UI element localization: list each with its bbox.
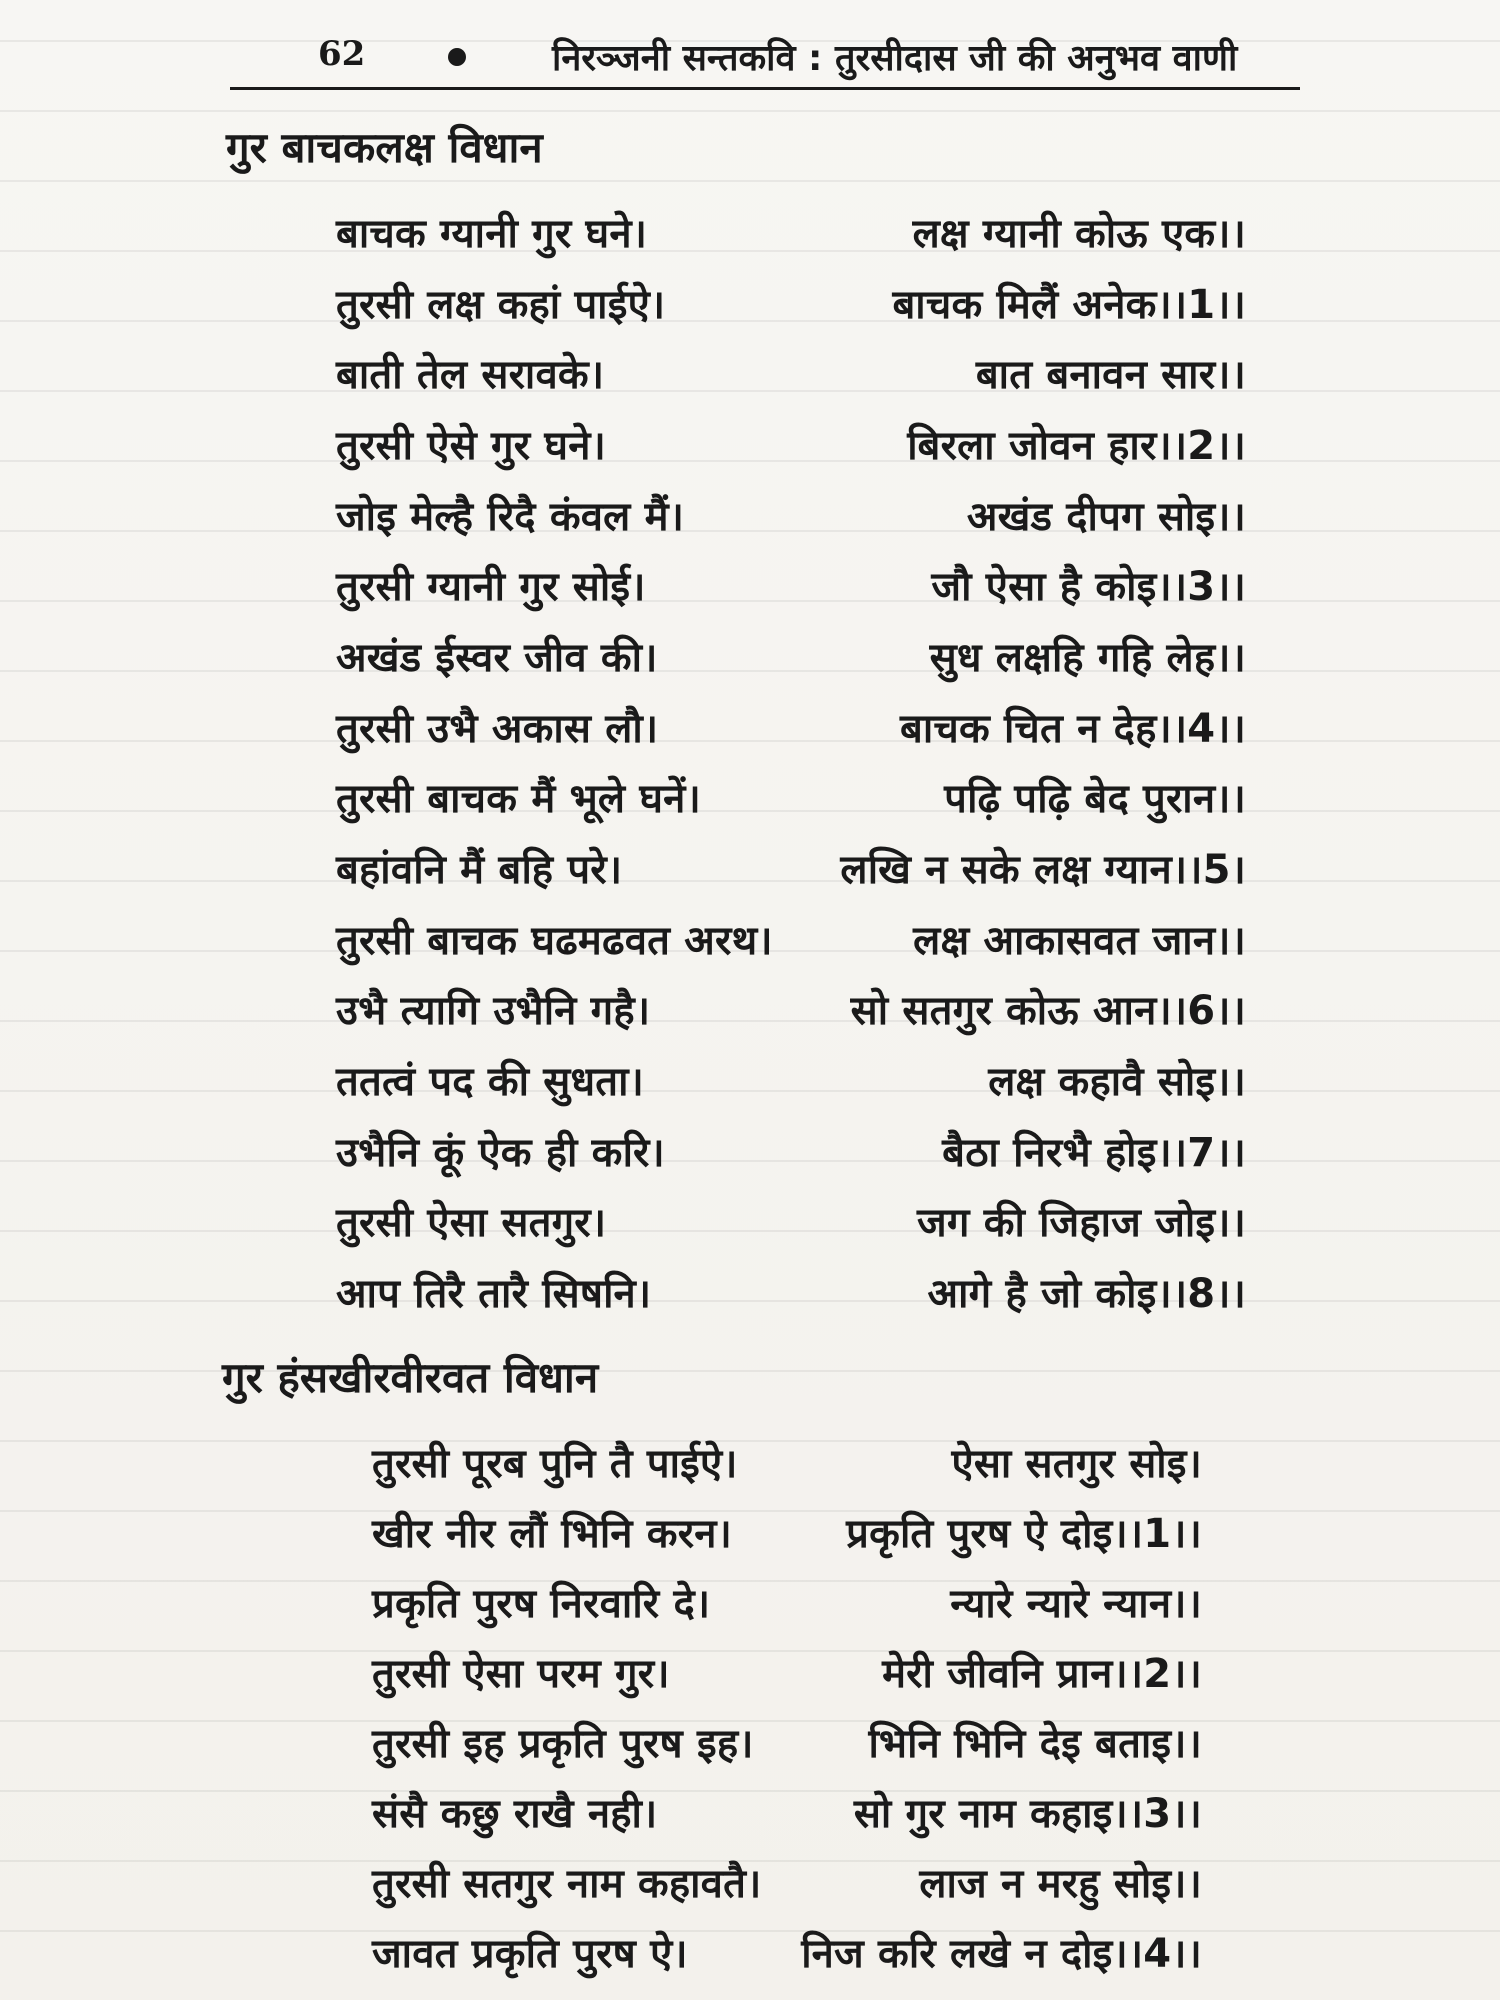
verse-line-left: उभै त्यागि उभैनि गहै। [336, 988, 651, 1035]
verse-line-right: लखि न सके लक्ष ग्यान।।5। [840, 847, 1246, 894]
verse-line-left: संसै कछु राखै नही। [372, 1790, 658, 1837]
verse-line-right: लक्ष आकासवत जान।। [913, 917, 1246, 964]
verse-block-baachak-laksh [336, 196, 1246, 1327]
verse-line [336, 337, 1246, 408]
verse-line [336, 479, 1246, 550]
verse-line-right: सो गुर नाम कहाइ।।3।। [853, 1790, 1202, 1837]
verse-line-right: लक्ष कहावै सोइ।। [988, 1059, 1246, 1106]
section-title: गुर बाचकलक्ष विधान [226, 123, 543, 172]
verse-line-left: तुरसी लक्ष कहां पाईऐ। [336, 281, 666, 328]
verse-block-hans-kheer-neer [372, 1426, 1202, 1986]
verse-line [336, 1186, 1246, 1257]
verse-line-left: तुरसी ग्यानी गुर सोई। [336, 564, 646, 611]
verse-line-right: बाचक चित न देह।।4।। [899, 705, 1246, 752]
verse-line [336, 974, 1246, 1045]
verse-line [336, 1115, 1246, 1186]
verse-line-right: सो सतगुर कोऊ आन।।6।। [850, 988, 1246, 1035]
verse-line-left: तुरसी सतगुर नाम कहावतै। [372, 1860, 762, 1907]
verse-line-right: भिनि भिनि देइ बताइ।। [868, 1720, 1202, 1767]
verse-line [372, 1496, 1202, 1566]
verse-line-right: बाचक मिलैं अनेक।।1।। [892, 281, 1246, 328]
verse-line [372, 1426, 1202, 1496]
verse-line-left: अखंड ईस्वर जीव की। [336, 634, 658, 681]
verse-line [372, 1566, 1202, 1636]
header-bullet [448, 48, 466, 66]
verse-line-right: अखंड दीपग सोइ।। [966, 493, 1246, 540]
verse-line-left: बाती तेल सरावके। [336, 352, 605, 399]
verse-line [336, 832, 1246, 903]
verse-line-right: लक्ष ग्यानी कोऊ एक।। [912, 210, 1246, 257]
section-title: गुर हंसखीरवीरवत विधान [222, 1353, 599, 1402]
page-header [230, 30, 1300, 90]
verse-line [336, 1256, 1246, 1327]
verse-line-right: बिरला जोवन हार।।2।। [907, 422, 1246, 469]
verse-line [336, 408, 1246, 479]
verse-line-left: प्रकृति पुरष निरवारि दे। [372, 1580, 711, 1627]
verse-line-left: तुरसी बाचक मैं भूले घनें। [336, 776, 701, 823]
verse-line-left: तुरसी बाचक घढमढवत अरथ। [336, 917, 773, 964]
verse-line [336, 196, 1246, 267]
verse-line-left: जावत प्रकृति पुरष ऐ। [372, 1930, 688, 1977]
verse-line-right: बैठा निरभै होइ।।7।। [942, 1129, 1246, 1176]
verse-line-left: तुरसी उभै अकास लौ। [336, 705, 659, 752]
verse-line-right: जौ ऐसा है कोइ।।3।। [931, 564, 1246, 611]
verse-line-right: जग की जिहाज जोइ।। [917, 1200, 1246, 1247]
verse-line [336, 620, 1246, 691]
verse-line [372, 1636, 1202, 1706]
verse-line-left: ततत्वं पद की सुधता। [336, 1059, 645, 1106]
verse-line-right: पढ़ि पढ़ि बेद पुरान।। [944, 776, 1246, 823]
verse-line-left: तुरसी ऐसा परम गुर। [372, 1650, 670, 1697]
verse-line-right: आगे है जो कोइ।।8।। [927, 1271, 1246, 1318]
verse-line [336, 1044, 1246, 1115]
verse-line-left: तुरसी इह प्रकृति पुरष इह। [372, 1720, 754, 1767]
verse-line-left: उभैनि कूं ऐक ही करि। [336, 1129, 665, 1176]
verse-line [336, 267, 1246, 338]
verse-line-left: आप तिरै तारै सिषनि। [336, 1271, 652, 1318]
verse-line-right: निज करि लखे न दोइ।।4।। [801, 1930, 1202, 1977]
verse-line-left: बाचक ग्यानी गुर घने। [336, 210, 648, 257]
verse-line [372, 1706, 1202, 1776]
verse-line [336, 762, 1246, 833]
verse-line [372, 1846, 1202, 1916]
verse-line-right: बात बनावन सार।। [975, 352, 1246, 399]
verse-line-right: ऐसा सतगुर सोइ। [951, 1440, 1202, 1487]
verse-line-left: तुरसी पूरब पुनि तै पाईऐ। [372, 1440, 738, 1487]
verse-line-left: बहांवनि मैं बहि परे। [336, 847, 623, 894]
verse-line-right: प्रकृति पुरष ऐ दोइ।।1।। [846, 1510, 1202, 1557]
verse-line-right: न्यारे न्यारे न्यान।। [950, 1580, 1202, 1627]
verse-line-right: लाज न मरहु सोइ।। [919, 1860, 1202, 1907]
verse-line-left: तुरसी ऐसे गुर घने। [336, 422, 606, 469]
verse-line [336, 549, 1246, 620]
verse-line-left: जोइ मेल्है रिदै कंवल मैं। [336, 493, 685, 540]
verse-line [372, 1776, 1202, 1846]
running-title: निरञ्जनी सन्तकवि : तुरसीदास जी की अनुभव वाणी [552, 38, 1238, 79]
verse-line [336, 691, 1246, 762]
verse-line-right: मेरी जीवनि प्रान।।2।। [882, 1650, 1202, 1697]
verse-line-right: सुध लक्षहि गहि लेह।। [929, 634, 1246, 681]
verse-line [336, 903, 1246, 974]
verse-line-left: खीर नीर लौं भिनि करन। [372, 1510, 733, 1557]
verse-line [372, 1916, 1202, 1986]
page-number: 62 [318, 34, 366, 74]
verse-line-left: तुरसी ऐसा सतगुर। [336, 1200, 607, 1247]
